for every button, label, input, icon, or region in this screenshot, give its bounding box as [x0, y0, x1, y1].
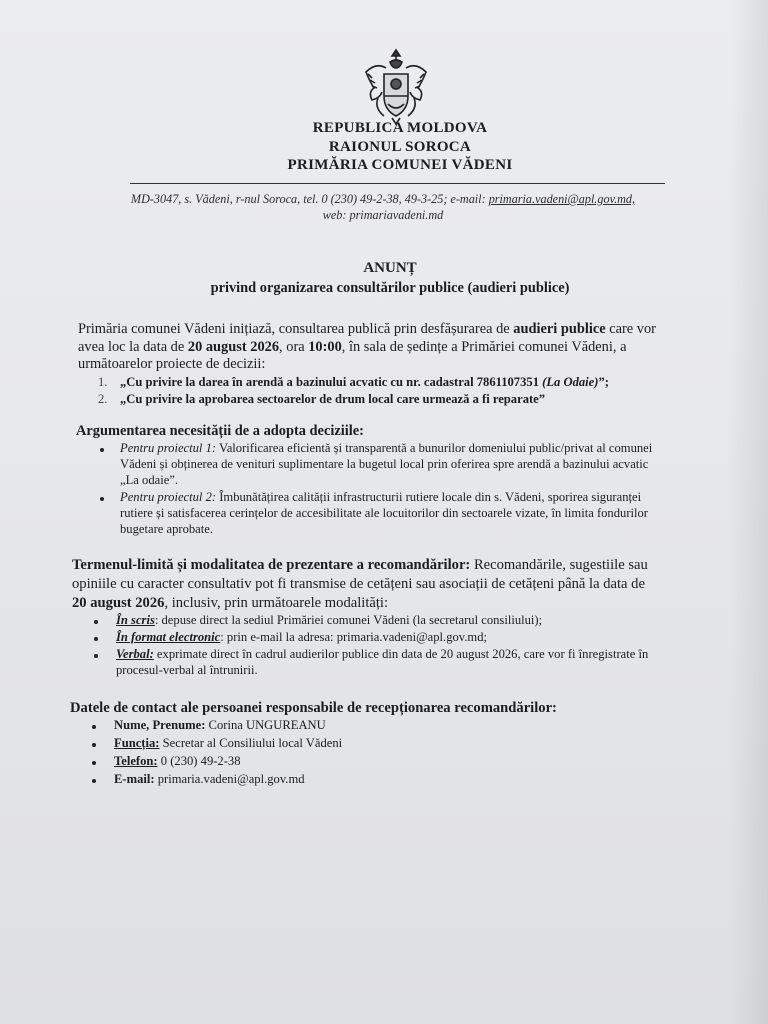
- bullet-icon: [100, 497, 104, 501]
- argument-item-1: Pentru proiectul 1: Valorificarea eficientă și transparentă a bunurilor domeniului public/privat al comunei Vădeni și obținerea de venituri suplimentare la bugetul local prin oferirea spre arendă a bazinului acvatic „La odaie”.: [120, 441, 653, 487]
- bullet-icon: [94, 637, 98, 641]
- bullet-icon: [94, 654, 98, 658]
- bullet-icon: [92, 779, 96, 783]
- contact-name: Nume, Prenume: Corina UNGUREANU: [114, 718, 326, 732]
- method-item-verbal: Verbal: exprimate direct în cadrul audierilor publice din data de 20 august 2026, care vor fi înregistrate în procesul-verbal al întrunirii.: [116, 647, 649, 677]
- institution-name: PRIMĂRIA COMUNEI VĂDENI: [287, 157, 513, 173]
- deadline-paragraph: Termenul-limită și modalitatea de prezentare a recomandărilor: Recomandările, sugestiile sau opiniile cu caracter consultativ pot fi transmise de cetățeni sau asociații de cetățeni până la data de 20 august 2026, inclusiv, prin următoarele modalități:: [72, 557, 648, 611]
- intro-line-1: Primăria comunei Vădeni inițiază, consultarea publică prin desfășurarea de audieri publice care vor: [78, 321, 656, 337]
- coat-of-arms-icon: [360, 44, 432, 128]
- announcement-title: ANUNȚ: [363, 260, 417, 276]
- country-name: REPUBLICA MOLDOVA: [312, 120, 488, 136]
- header-divider: [130, 183, 665, 184]
- address-text: MD-3047, s. Vădeni, r-nul Soroca, tel. 0 (230) 49-2-38, 49-3-25; e-mail:: [130, 192, 489, 206]
- district-name: RAIONUL SOROCA: [328, 139, 472, 155]
- method-item-written: În scris: depuse direct la sediul Primăriei comunei Vădeni (la secretarul consiliului);: [116, 613, 543, 627]
- address-line: [78, 192, 688, 207]
- intro-line-3: următoarelor proiecte de decizii:: [78, 356, 266, 372]
- method-item-electronic: În format electronic: prin e-mail la adresa: primaria.vadeni@apl.gov.md;: [116, 630, 488, 644]
- website-line: web: primariavadeni.md: [322, 208, 444, 222]
- email-link[interactable]: primaria.vadeni@apl.gov.md,: [488, 192, 636, 206]
- contact-phone: Telefon: 0 (230) 49-2-38: [114, 754, 241, 768]
- bullet-icon: [92, 725, 96, 729]
- project-item-2: 2. „Cu privire la aprobarea sectoarelor de drum local care urmează a fi reparate”: [98, 392, 546, 406]
- bullet-icon: [92, 761, 96, 765]
- contact-heading: Datele de contact ale persoanei responsabile de recepționarea recomandărilor:: [70, 700, 557, 716]
- bullet-icon: [94, 620, 98, 624]
- intro-line-2: avea loc la data de 20 august 2026, ora 10:00, în sala de ședințe a Primăriei comunei Vădeni, a: [78, 339, 627, 355]
- argument-item-2: Pentru proiectul 2: Îmbunătățirea calității infrastructurii rutiere locale din s. Vădeni, sporirea siguranței rutiere și satisfacerea cerințelor de accesibilitate ale locuitorilor din sectoarele vizate, în limita fondurilor bugetare aprobate.: [120, 490, 649, 536]
- bullet-icon: [92, 743, 96, 747]
- page-shadow: [728, 0, 768, 1024]
- announcement-subtitle: privind organizarea consultărilor publice (audieri publice): [210, 280, 570, 296]
- argument-heading: Argumentarea necesității de a adopta deciziile:: [76, 423, 364, 439]
- contact-function: Funcția: Secretar al Consiliului local Vădeni: [114, 736, 343, 750]
- project-item-1: 1. „Cu privire la darea în arendă a bazinului acvatic cu nr. cadastral 7861107351 (La Odaie)”;: [98, 375, 609, 389]
- contact-email: E-mail: primaria.vadeni@apl.gov.md: [114, 772, 305, 786]
- bullet-icon: [100, 448, 104, 452]
